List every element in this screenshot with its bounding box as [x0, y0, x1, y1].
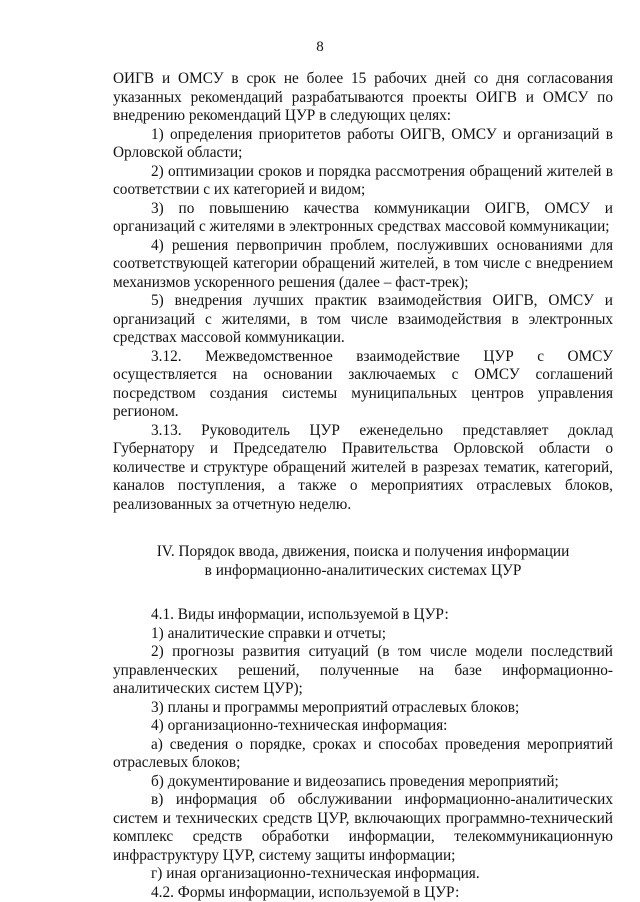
- paragraph-goal-3: 3) по повышению качества коммуникации ОИГВ, ОМСУ и организаций с жителями в электронных средствах массовой коммуникации;: [113, 200, 613, 237]
- paragraph-type-3: 3) планы и программы мероприятий отраслевых блоков;: [113, 699, 613, 718]
- paragraph-type-4v: в) информация об обслуживании информационно-аналитических систем и технических средств ЦУР, включающих программно-технический комплекс средств обработки информации, телекоммуникационную инфраструктуру ЦУР, систему защиты информации;: [113, 791, 613, 865]
- section-heading: [113, 542, 613, 580]
- paragraph-intro: ОИГВ и ОМСУ в срок не более 15 рабочих дней со дня согласования указанных рекомендаций разрабатываются проекты ОИГВ и ОМСУ по внедрению рекомендаций ЦУР в следующих целях:: [113, 70, 613, 126]
- paragraph-type-4g: г) иная организационно-техническая информация.: [113, 865, 613, 884]
- paragraph-item-4-1: 4.1. Виды информации, используемой в ЦУР:: [113, 606, 613, 625]
- paragraph-type-4: 4) организационно-техническая информация:: [113, 717, 613, 736]
- paragraph-type-4a: а) сведения о порядке, сроках и способах проведения мероприятий отраслевых блоков;: [113, 736, 613, 773]
- paragraph-type-4b: б) документирование и видеозапись проведения мероприятий;: [113, 773, 613, 792]
- paragraph-item-4-2: 4.2. Формы информации, используемой в ЦУР:: [113, 884, 613, 902]
- document-body: [113, 70, 613, 902]
- paragraph-goal-1: 1) определения приоритетов работы ОИГВ, ОМСУ и организаций в Орловской области;: [113, 126, 613, 163]
- paragraph-type-2: 2) прогнозы развития ситуаций (в том числе модели последствий управленческих решений, полученные на базе информационно-аналитических систем ЦУР);: [113, 643, 613, 699]
- paragraph-item-3-13: 3.13. Руководитель ЦУР еженедельно представляет доклад Губернатору и Председателю Правительства Орловской области о количестве и структуре обращений жителей в разрезах тематик, категорий, каналов поступления, а также о мероприятиях отраслевых блоков, реализованных за отчетную неделю.: [113, 422, 613, 515]
- section-heading-line-2: в информационно-аналитических системах ЦУР: [113, 561, 613, 580]
- section-heading-line-1: IV. Порядок ввода, движения, поиска и получения информации: [113, 542, 613, 561]
- page-number: 8: [0, 38, 640, 57]
- paragraph-goal-2: 2) оптимизации сроков и порядка рассмотрения обращений жителей в соответствии с их категорией и видом;: [113, 163, 613, 200]
- paragraph-goal-5: 5) внедрения лучших практик взаимодействия ОИГВ, ОМСУ и организаций с жителями, в том числе взаимодействия в электронных средствах массовой коммуникации.: [113, 292, 613, 348]
- paragraph-type-1: 1) аналитические справки и отчеты;: [113, 625, 613, 644]
- paragraph-item-3-12: 3.12. Межведомственное взаимодействие ЦУР с ОМСУ осуществляется на основании заключаемых с ОМСУ соглашений посредством создания системы муниципальных центров управления регионом.: [113, 348, 613, 422]
- paragraph-goal-4: 4) решения первопричин проблем, послуживших основаниями для соответствующей категории обращений жителей, в том числе с внедрением механизмов ускоренного решения (далее – фаст-трек);: [113, 237, 613, 293]
